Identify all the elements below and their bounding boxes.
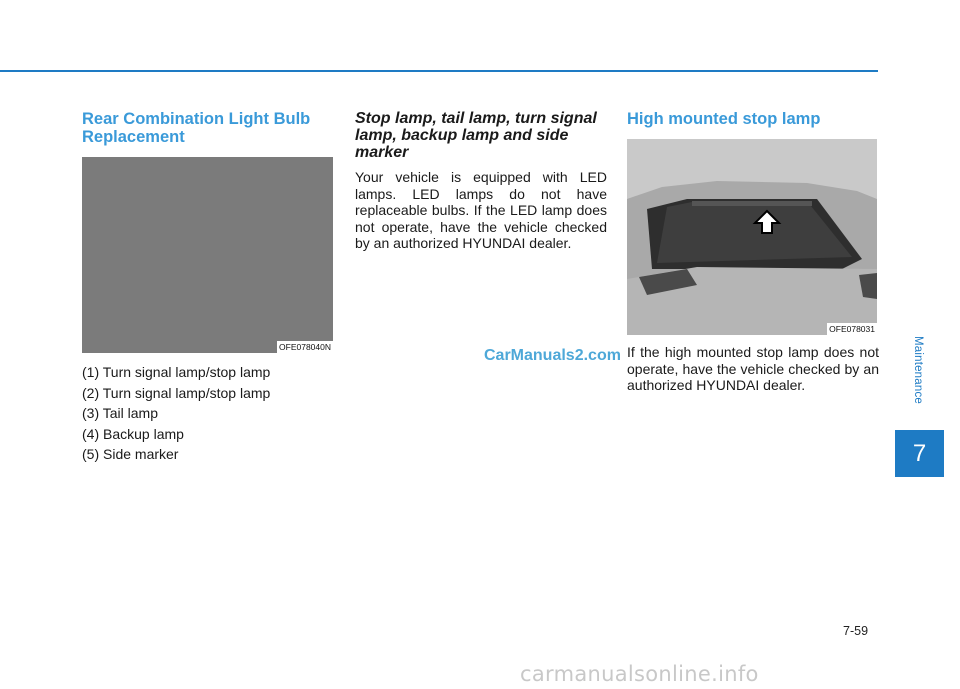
top-rule [0, 70, 878, 72]
chapter-label-text: Maintenance [912, 335, 924, 405]
image-code: OFE078031 [829, 324, 875, 334]
body-text: Your vehicle is equipped with LED lamps. LED lamps do not have replaceable bulbs. If the LED lamp does not operate, have the vehicle checked by an authorized HYUNDAI dealer. [355, 169, 607, 251]
chapter-tab: 7 [895, 430, 944, 477]
heading-line: Stop lamp, tail lamp, turn signal [355, 110, 597, 127]
section-heading: High mounted stop lamp [627, 110, 821, 128]
section-high-mounted-stop-lamp [627, 110, 879, 394]
image-code: OFE078040N [279, 342, 331, 352]
section-heading [355, 110, 607, 161]
section-led-lamps [355, 110, 607, 252]
watermark: CarManuals2.com [484, 347, 621, 364]
list-item: (4) Backup lamp [82, 425, 184, 442]
vehicle-rear-illustration [627, 139, 877, 335]
heading-line: Rear Combination Light Bulb [82, 110, 311, 128]
heading-line: lamp, backup lamp and side [355, 127, 569, 144]
section-heading [82, 110, 334, 146]
page-number: 7-59 [843, 624, 869, 638]
list-item: (5) Side marker [82, 446, 179, 462]
body-text: If the high mounted stop lamp does not operate, have the vehicle checked by an authorized HYUNDAI dealer. [627, 344, 879, 393]
vehicle-rear-photo [627, 139, 877, 335]
list-item: (3) Tail lamp [82, 405, 158, 421]
heading-line: Replacement [82, 128, 185, 146]
heading-line: marker [355, 144, 409, 161]
footer-watermark: carmanualsonline.info [520, 662, 759, 686]
lamp-list [82, 362, 334, 465]
list-item: (2) Turn signal lamp/stop lamp [82, 384, 271, 401]
section-rear-combination [82, 110, 334, 465]
chapter-side-label [906, 328, 930, 424]
list-item: (1) Turn signal lamp/stop lamp [82, 364, 271, 380]
rear-combination-photo [82, 157, 333, 353]
